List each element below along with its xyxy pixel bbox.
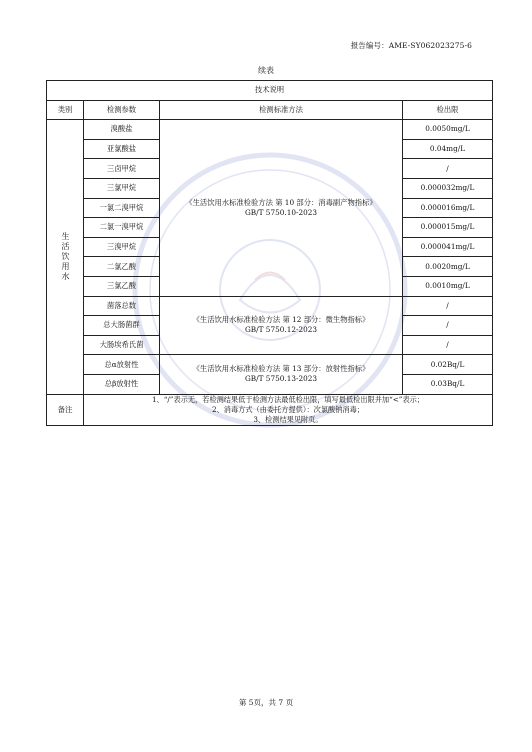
limit-cell: 0.03Bq/L — [403, 374, 493, 394]
parameter-cell: 三氯甲烷 — [84, 178, 160, 198]
parameter-cell: 三卤甲烷 — [84, 159, 160, 179]
table-row — [47, 296, 493, 316]
parameter-cell: 总大肠菌群 — [84, 316, 160, 336]
table-title: 技术说明 — [47, 81, 493, 101]
limit-cell: 0.02Bq/L — [403, 355, 493, 375]
limit-cell: 0.000032mg/L — [403, 178, 493, 198]
notes-label: 备注 — [47, 394, 84, 425]
method-title: 《生活饮用水标准检验方法 第 12 部分：微生物指标》 — [192, 315, 370, 325]
limit-cell: 0.000041mg/L — [403, 237, 493, 257]
parameter-cell: 三溴甲烷 — [84, 237, 160, 257]
page-number: 第 5页，共 7 页 — [238, 698, 294, 707]
parameter-cell: 二氯一溴甲烷 — [84, 218, 160, 238]
method-cell — [160, 296, 403, 355]
table-row — [47, 355, 493, 375]
technical-description-table — [46, 80, 493, 426]
table-row — [47, 120, 493, 140]
limit-cell: / — [403, 335, 493, 355]
parameter-cell: 溴酸盐 — [84, 120, 160, 140]
limit-cell: 0.0020mg/L — [403, 257, 493, 277]
method-code: GB/T 5750.12-2023 — [244, 325, 318, 335]
method-cell — [160, 355, 403, 394]
note-item: 1、“/”表示无，若检测结果低于检测方法最低检出限，填写最低检出限并加“<”表示； — [151, 394, 425, 404]
note-item: 2、消毒方式（由委托方提供）：次氯酸钠消毒； — [212, 404, 364, 414]
header-method: 检测标准方法 — [160, 100, 403, 120]
limit-cell: / — [403, 159, 493, 179]
header-parameter: 检测参数 — [84, 100, 160, 120]
header-limit: 检出限 — [403, 100, 493, 120]
header-category: 类别 — [47, 100, 84, 120]
method-code: GB/T 5750.13-2023 — [244, 374, 318, 384]
limit-cell: 0.000015mg/L — [403, 218, 493, 238]
continued-label: 续表 — [258, 66, 274, 75]
limit-cell: / — [403, 316, 493, 336]
parameter-cell: 三氯乙酸 — [84, 276, 160, 296]
parameter-cell: 一氯二溴甲烷 — [84, 198, 160, 218]
report-number: 报告编号：AME-SY062023275-6 — [350, 41, 472, 50]
parameter-cell: 亚氯酸盐 — [84, 139, 160, 159]
parameter-cell: 总α放射性 — [84, 355, 160, 375]
method-cell — [160, 120, 403, 296]
parameter-cell: 大肠埃希氏菌 — [84, 335, 160, 355]
parameter-cell: 总β放射性 — [84, 374, 160, 394]
category-cell: 生活饮用水 — [47, 120, 84, 394]
limit-cell: 0.0010mg/L — [403, 276, 493, 296]
note-item: 3、检测结果见附页。 — [253, 414, 323, 424]
parameter-cell: 菌落总数 — [84, 296, 160, 316]
limit-cell: / — [403, 296, 493, 316]
notes-cell — [84, 394, 493, 425]
method-title: 《生活饮用水标准检验方法 第 10 部分：消毒副产物指标》 — [185, 197, 377, 207]
method-code: GB/T 5750.10-2023 — [244, 207, 318, 217]
limit-cell: 0.000016mg/L — [403, 198, 493, 218]
notes-row — [47, 394, 493, 425]
method-title: 《生活饮用水标准检验方法 第 13 部分：放射性指标》 — [192, 364, 370, 374]
parameter-cell: 二氯乙酸 — [84, 257, 160, 277]
limit-cell: 0.0050mg/L — [403, 120, 493, 140]
limit-cell: 0.04mg/L — [403, 139, 493, 159]
